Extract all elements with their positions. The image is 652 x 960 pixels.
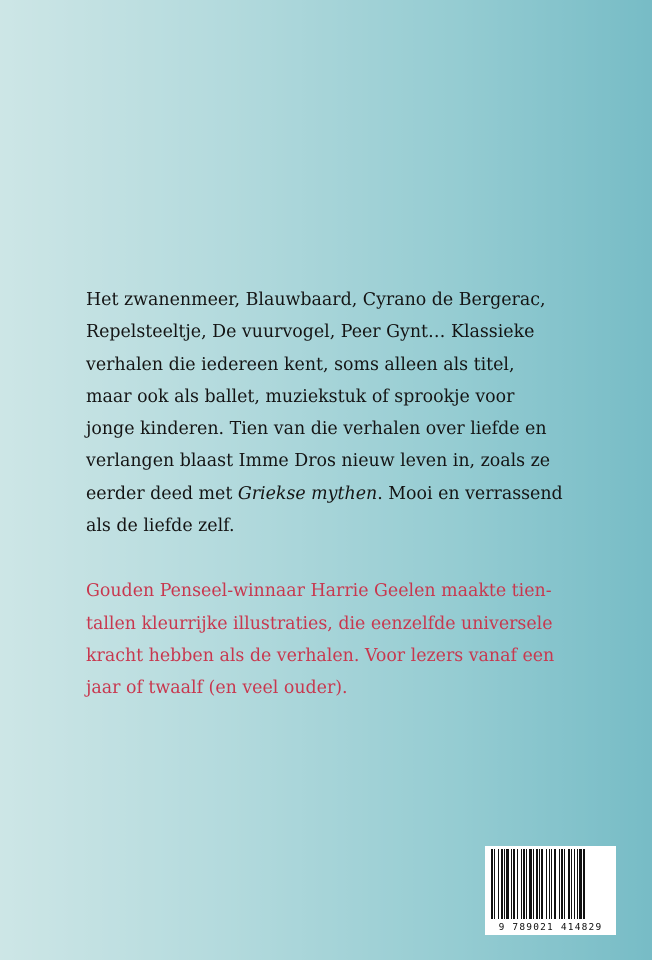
barcode-bar — [583, 849, 585, 919]
text-line: Het zwanenmeer, Blauwbaard, Cyrano de Bergerac, — [86, 290, 546, 310]
barcode-bar — [523, 849, 525, 919]
barcode-bar — [574, 849, 575, 919]
barcode-bar — [501, 849, 503, 919]
text-line: kracht hebben als de verhalen. Voor lezers vanaf een — [86, 645, 555, 666]
text-line: verhalen die iedereen kent, soms alleen als titel, — [86, 354, 515, 375]
barcode-bar — [494, 849, 495, 919]
text-line: eerder deed met — [86, 483, 238, 504]
barcode-bars — [489, 849, 612, 919]
text-line: als de liefde zelf. — [86, 516, 235, 537]
barcode-bar — [526, 849, 527, 919]
barcode-bar — [577, 849, 578, 919]
blurb-text — [86, 284, 586, 705]
barcode-bar — [517, 849, 518, 919]
barcode-bar — [541, 849, 543, 919]
text-line: Repelsteeltje, De vuurvogel, Peer Gynt… Klassieke — [86, 322, 535, 343]
book-title-griekse-mythen: Griekse mythen — [237, 483, 378, 504]
barcode-bar — [511, 849, 512, 919]
barcode-bar — [559, 849, 560, 919]
text-line: jaar of twaalf (en veel ouder). — [86, 678, 348, 699]
barcode-bar — [568, 849, 570, 919]
barcode-bar — [533, 849, 534, 919]
barcode-bar — [536, 849, 538, 919]
blurb-paragraph-description — [86, 284, 586, 542]
barcode-bar — [513, 849, 515, 919]
isbn-barcode — [485, 846, 616, 935]
barcode-bar — [504, 849, 505, 919]
barcode-bar — [561, 849, 563, 919]
barcode-bar — [551, 849, 552, 919]
text-line: tallen kleurrijke illustraties, die eenzelfde universele — [86, 613, 553, 634]
barcode-bar — [549, 849, 550, 919]
text-line: verlangen blaast Imme Dros nieuw leven in, zoals ze — [86, 451, 551, 472]
blurb-paragraph-illustrator — [86, 575, 586, 704]
text-line: jonge kinderen. Tien van die verhalen over liefde en — [86, 419, 547, 440]
isbn-number: 9 789021 414829 — [498, 922, 603, 933]
text-line: Gouden Penseel-winnaar Harrie Geelen maakte tien- — [86, 581, 552, 602]
text-line: maar ook als ballet, muziekstuk of sprookje voor — [86, 386, 515, 407]
barcode-bar — [498, 849, 499, 919]
text-line: . Mooi en verrassend — [377, 483, 563, 504]
barcode-bar — [539, 849, 540, 919]
barcode-bar — [529, 849, 532, 919]
barcode-bar — [546, 849, 547, 919]
barcode-bar — [491, 849, 493, 919]
barcode-bar — [571, 849, 572, 919]
barcode-bar — [554, 849, 556, 919]
barcode-bar — [506, 849, 509, 919]
barcode-bar — [521, 849, 522, 919]
barcode-bar — [579, 849, 582, 919]
barcode-bar — [564, 849, 565, 919]
